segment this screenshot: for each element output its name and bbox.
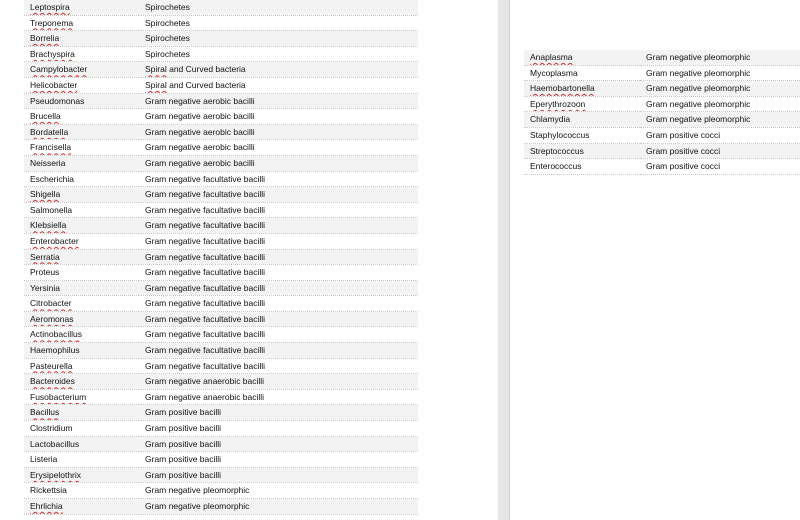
table-row — [24, 327, 418, 343]
type-text: Spirochetes — [145, 33, 190, 44]
genus-text: Salmonella — [30, 204, 73, 215]
type-cell[interactable] — [139, 93, 418, 109]
genus-cell[interactable] — [24, 280, 139, 296]
table-row — [24, 467, 418, 483]
genus-cell[interactable] — [24, 218, 139, 234]
type-first-word: Spiral — [145, 64, 167, 75]
genus-cell[interactable] — [24, 202, 139, 218]
genus-text: Helicobacter — [30, 79, 78, 90]
genus-cell[interactable] — [24, 358, 139, 374]
table-row — [24, 436, 418, 452]
genus-text: Clostridium — [30, 423, 73, 434]
table-row — [24, 171, 418, 187]
type-text: Gram negative facultative bacilli — [145, 189, 266, 200]
type-text: Gram negative pleomorphic — [646, 67, 751, 78]
type-cell[interactable] — [139, 358, 418, 374]
type-cell[interactable] — [139, 452, 418, 468]
genus-cell[interactable] — [24, 109, 139, 125]
type-cell[interactable] — [640, 127, 800, 143]
type-text: Spirochetes — [145, 17, 190, 28]
genus-cell[interactable] — [24, 124, 139, 140]
type-cell[interactable] — [139, 374, 418, 390]
type-text: Spirochetes — [145, 48, 190, 59]
table-row — [24, 124, 418, 140]
genus-cell[interactable] — [24, 265, 139, 281]
type-text: Gram positive cocci — [646, 129, 721, 140]
type-cell[interactable] — [640, 65, 800, 81]
genus-text: Eperythrozoon — [530, 98, 586, 109]
type-cell[interactable] — [139, 187, 418, 203]
genus-cell[interactable] — [24, 15, 139, 31]
type-cell[interactable] — [139, 233, 418, 249]
type-cell[interactable] — [139, 405, 418, 421]
type-text: Gram positive bacilli — [145, 423, 222, 434]
genus-cell[interactable] — [24, 405, 139, 421]
genus-text: Erysipelothrix — [30, 469, 82, 480]
genus-text: Borrelia — [30, 33, 60, 44]
table-row — [24, 389, 418, 405]
genus-cell[interactable] — [24, 421, 139, 437]
type-cell[interactable] — [139, 31, 418, 47]
genus-cell[interactable] — [24, 31, 139, 47]
type-text: Gram negative anaerobic bacilli — [145, 391, 265, 402]
type-cell[interactable] — [139, 499, 418, 515]
genus-text: Shigella — [30, 189, 61, 200]
type-cell[interactable] — [640, 96, 800, 112]
type-text: Gram positive bacilli — [145, 438, 222, 449]
genus-cell[interactable] — [24, 374, 139, 390]
genus-cell[interactable] — [24, 93, 139, 109]
table-row — [24, 0, 418, 15]
genus-text: Brachyspira — [30, 48, 75, 59]
type-cell[interactable] — [139, 467, 418, 483]
type-cell[interactable] — [139, 265, 418, 281]
table-row — [24, 343, 418, 359]
genus-cell[interactable] — [524, 81, 640, 97]
table-row — [24, 62, 418, 78]
table-row — [24, 249, 418, 265]
type-cell[interactable] — [139, 327, 418, 343]
genus-cell[interactable] — [24, 0, 139, 15]
genus-cell[interactable] — [24, 389, 139, 405]
type-cell[interactable] — [139, 389, 418, 405]
genus-text: Rickettsia — [30, 485, 67, 496]
genus-cell[interactable] — [524, 50, 640, 65]
type-cell[interactable] — [139, 15, 418, 31]
genus-text: Ehrlichia — [30, 501, 63, 511]
genus-cell[interactable] — [24, 467, 139, 483]
type-cell[interactable] — [139, 483, 418, 499]
type-text: Gram negative facultative bacilli — [145, 313, 266, 324]
table-row — [524, 81, 800, 97]
genus-cell[interactable] — [24, 171, 139, 187]
table-row — [24, 218, 418, 234]
genus-cell[interactable] — [24, 327, 139, 343]
table-row — [24, 233, 418, 249]
table-row — [24, 405, 418, 421]
type-text — [145, 80, 246, 90]
genus-cell[interactable] — [524, 96, 640, 112]
type-text: Gram negative facultative bacilli — [145, 282, 266, 293]
table-row — [24, 499, 418, 515]
genus-text: Actinobacillus — [30, 329, 82, 340]
table-row — [524, 143, 800, 159]
genus-cell[interactable] — [24, 46, 139, 62]
type-text: Gram negative facultative bacilli — [145, 235, 266, 246]
type-cell[interactable] — [139, 109, 418, 125]
type-cell[interactable] — [139, 280, 418, 296]
type-text: Gram positive bacilli — [145, 454, 222, 465]
bacteria-table-right — [524, 50, 800, 175]
genus-cell[interactable] — [24, 343, 139, 359]
genus-text: Neisseria — [30, 157, 66, 168]
type-text: Gram negative facultative bacilli — [145, 220, 266, 231]
type-text: Gram negative facultative bacilli — [145, 173, 266, 184]
type-first-word: Spiral — [145, 79, 167, 90]
genus-text: Anaplasma — [530, 52, 573, 62]
genus-cell[interactable] — [24, 187, 139, 203]
genus-text: Enterococcus — [530, 161, 582, 172]
type-cell[interactable] — [139, 140, 418, 156]
genus-cell[interactable] — [524, 112, 640, 128]
table-row — [24, 280, 418, 296]
table-row — [524, 127, 800, 143]
genus-text: Aeromonas — [30, 313, 74, 324]
genus-cell[interactable] — [24, 249, 139, 265]
type-cell[interactable] — [139, 171, 418, 187]
genus-text: Escherichia — [30, 173, 74, 184]
genus-text: Streptococcus — [530, 145, 584, 156]
type-text: Gram negative facultative bacilli — [145, 345, 266, 356]
type-cell[interactable] — [139, 124, 418, 140]
type-cell[interactable] — [640, 50, 800, 65]
genus-cell[interactable] — [24, 483, 139, 499]
type-text: Gram positive bacilli — [145, 407, 222, 418]
type-text: Gram positive bacilli — [145, 469, 222, 480]
type-text: Gram negative facultative bacilli — [145, 298, 266, 309]
table-row — [24, 93, 418, 109]
type-text: Gram negative facultative bacilli — [145, 360, 266, 371]
type-text: Spirochetes — [145, 2, 190, 12]
type-text: Gram negative pleomorphic — [145, 485, 250, 496]
genus-cell[interactable] — [24, 140, 139, 156]
type-cell[interactable] — [640, 159, 800, 175]
genus-text: Brucella — [30, 111, 61, 122]
table-row — [24, 483, 418, 499]
type-rest: and Curved bacteria — [166, 79, 246, 90]
type-text: Gram negative pleomorphic — [646, 98, 751, 109]
type-text: Gram negative aerobic bacilli — [145, 142, 255, 153]
table-row — [524, 50, 800, 65]
genus-text: Mycoplasma — [530, 67, 578, 78]
type-text: Gram negative pleomorphic — [145, 501, 250, 511]
genus-cell[interactable] — [24, 77, 139, 93]
table-row — [24, 374, 418, 390]
genus-cell[interactable] — [524, 65, 640, 81]
genus-text: Bacillus — [30, 407, 60, 418]
genus-cell[interactable] — [24, 311, 139, 327]
type-text: Gram negative pleomorphic — [646, 83, 751, 94]
genus-text: Enterobacter — [30, 235, 79, 246]
type-text: Gram negative facultative bacilli — [145, 204, 266, 215]
table-row — [24, 452, 418, 468]
type-cell[interactable] — [139, 436, 418, 452]
genus-cell[interactable] — [524, 143, 640, 159]
genus-cell[interactable] — [24, 499, 139, 515]
type-text: Gram negative facultative bacilli — [145, 329, 266, 340]
type-cell[interactable] — [139, 343, 418, 359]
genus-text: Chlamydia — [530, 114, 571, 125]
type-text: Gram negative facultative bacilli — [145, 251, 266, 262]
type-text: Gram negative aerobic bacilli — [145, 111, 255, 122]
type-cell[interactable] — [139, 62, 418, 78]
table-row — [524, 112, 800, 128]
type-cell[interactable] — [640, 81, 800, 97]
genus-text: Citrobacter — [30, 298, 72, 309]
genus-text: Serratia — [30, 251, 60, 262]
genus-text: Listeria — [30, 454, 58, 465]
type-cell[interactable] — [640, 143, 800, 159]
type-text — [145, 64, 246, 74]
table-row — [24, 311, 418, 327]
type-cell[interactable] — [139, 311, 418, 327]
genus-text: Bordatella — [30, 126, 69, 137]
type-text: Gram negative pleomorphic — [646, 114, 751, 125]
type-cell[interactable] — [139, 296, 418, 312]
table-row — [24, 15, 418, 31]
type-cell[interactable] — [139, 155, 418, 171]
genus-text: Treponema — [30, 17, 74, 28]
genus-cell[interactable] — [24, 233, 139, 249]
genus-text: Pasteurella — [30, 360, 73, 371]
genus-cell[interactable] — [24, 436, 139, 452]
genus-text: Haemophilus — [30, 345, 80, 356]
table-row — [24, 155, 418, 171]
genus-cell[interactable] — [524, 127, 640, 143]
table-row — [24, 187, 418, 203]
type-rest: and Curved bacteria — [166, 64, 246, 75]
table-row — [24, 202, 418, 218]
genus-cell[interactable] — [24, 62, 139, 78]
genus-text: Fusobacterium — [30, 391, 87, 402]
table-row — [524, 65, 800, 81]
type-cell[interactable] — [139, 77, 418, 93]
type-cell[interactable] — [139, 218, 418, 234]
table-row — [524, 96, 800, 112]
type-text: Gram positive cocci — [646, 161, 721, 172]
genus-cell[interactable] — [24, 452, 139, 468]
table-row — [24, 140, 418, 156]
type-cell[interactable] — [139, 0, 418, 15]
type-cell[interactable] — [139, 46, 418, 62]
table-row — [24, 265, 418, 281]
type-cell[interactable] — [139, 249, 418, 265]
genus-text: Francisella — [30, 142, 72, 153]
table-row — [24, 296, 418, 312]
table-row — [24, 46, 418, 62]
type-text: Gram negative aerobic bacilli — [145, 157, 255, 168]
type-text: Gram negative anaerobic bacilli — [145, 376, 265, 387]
type-text: Gram negative aerobic bacilli — [145, 126, 255, 137]
table-row — [24, 77, 418, 93]
type-text: Gram positive cocci — [646, 145, 721, 156]
bacteria-table-left — [24, 0, 418, 515]
table-row — [524, 159, 800, 175]
genus-text: Klebsiella — [30, 220, 67, 231]
table-row — [24, 358, 418, 374]
type-cell[interactable] — [640, 112, 800, 128]
genus-text: Proteus — [30, 267, 60, 278]
type-text: Gram negative aerobic bacilli — [145, 95, 255, 106]
type-text: Gram negative facultative bacilli — [145, 267, 266, 278]
genus-text: Campylobacter — [30, 64, 88, 75]
table-row — [24, 421, 418, 437]
genus-text: Bacteroides — [30, 376, 75, 387]
genus-text: Leptospira — [30, 2, 70, 12]
table-row — [24, 109, 418, 125]
genus-cell[interactable] — [24, 155, 139, 171]
genus-text: Lactobacillus — [30, 438, 80, 449]
type-cell[interactable] — [139, 421, 418, 437]
type-cell[interactable] — [139, 202, 418, 218]
document-page-right[interactable] — [509, 0, 800, 520]
genus-cell[interactable] — [524, 159, 640, 175]
genus-text: Pseudomonas — [30, 95, 85, 106]
genus-text: Staphylococcus — [530, 129, 590, 140]
table-row — [24, 31, 418, 47]
type-text: Gram negative pleomorphic — [646, 52, 751, 62]
genus-cell[interactable] — [24, 296, 139, 312]
genus-text: Yersinia — [30, 282, 60, 293]
genus-text: Haemobartonella — [530, 83, 595, 94]
